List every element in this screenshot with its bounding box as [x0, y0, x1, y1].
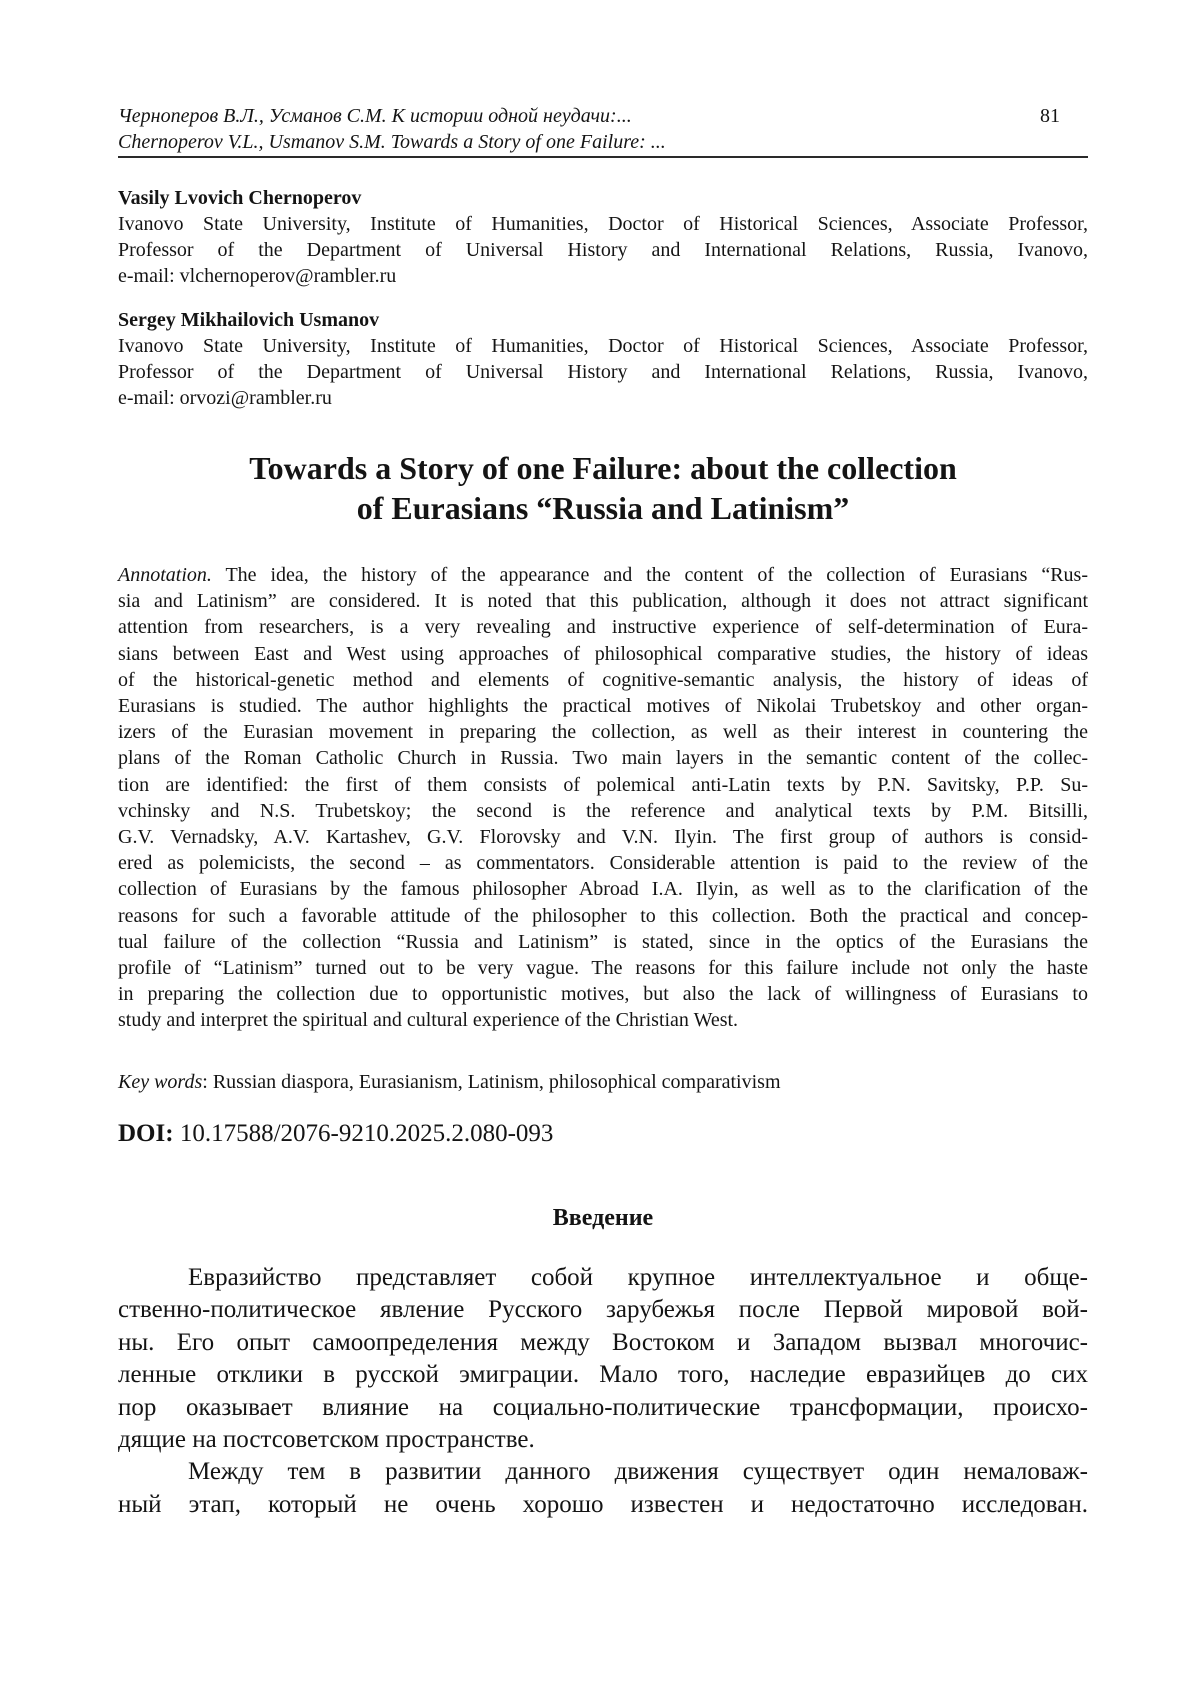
author-affiliation-line: Professor of the Department of Universal History and International Relations, Russia, Ivanovo,: [118, 239, 1088, 261]
keywords-label: Key words: [118, 1071, 203, 1093]
page-number: 81: [1040, 105, 1060, 127]
abstract-line: vchinsky and N.S. Trubetskoy; the second is the reference and analytical texts by P.M. Bitsilli,: [118, 799, 1088, 822]
header-rule: [118, 156, 1088, 158]
abstract-line: izers of the Eurasian movement in preparing the collection, as well as their interest in countering the: [118, 721, 1088, 744]
body-line: Евразийство представляет собой крупное интеллектуальное и обще-: [188, 1264, 1088, 1291]
abstract-line: reasons for such a favorable attitude of the philosopher to this collection. Both the practical and concep-: [118, 904, 1088, 927]
author-name: Vasily Lvovich Chernoperov: [118, 187, 362, 209]
body-line: дящие на постсоветском пространстве.: [118, 1426, 535, 1454]
body-line: ный этап, который не очень хорошо известен и недостаточно исследован.: [118, 1490, 1088, 1518]
title-line: of Eurasians “Russia and Latinism”: [356, 490, 850, 526]
keywords-text: : Russian diaspora, Eurasianism, Latinism, philosophical comparativism: [202, 1071, 781, 1093]
author-email: e-mail: orvozi@rambler.ru: [118, 387, 332, 409]
abstract-line: [118, 562, 1088, 588]
journal-page: [118, 0, 1088, 1708]
abstract-label: Annotation.: [118, 564, 212, 586]
article-title: [118, 448, 1088, 528]
body-text: [118, 1262, 1088, 1521]
running-head: [118, 103, 1088, 155]
running-head-en: Chernoperov V.L., Usmanov S.M. Towards a Story of one Failure: ...: [118, 131, 666, 153]
body-line: Между тем в развитии данного движения существует один немаловаж-: [188, 1458, 1088, 1486]
doi-label: DOI:: [118, 1120, 174, 1147]
abstract-line: study and interpret the spiritual and cultural experience of the Christian West.: [118, 1009, 739, 1032]
keywords: [118, 1069, 1088, 1095]
running-head-ru: Черноперов В.Л., Усманов С.М. К истории одной неудачи:...: [118, 105, 632, 127]
abstract-line: collection of Eurasians by the famous philosopher Abroad I.A. Ilyin, as well as to the clarification of the: [118, 878, 1088, 901]
abstract-line: G.V. Vernadsky, A.V. Kartashev, G.V. Florovsky and V.N. Ilyin. The first group of authors is consid-: [118, 826, 1088, 849]
title-line: Towards a Story of one Failure: about the collection: [249, 450, 957, 486]
author-affiliation-line: Ivanovo State University, Institute of Humanities, Doctor of Historical Sciences, Associate Professor,: [118, 213, 1088, 235]
author-block-2: [118, 307, 1088, 411]
abstract-line: tual failure of the collection “Russia and Latinism” is stated, since in the optics of the Eurasians the: [118, 930, 1088, 953]
section-heading: Введение: [552, 1205, 654, 1231]
abstract: [118, 562, 1088, 1034]
abstract-line: attention from researchers, is a very revealing and instructive experience of self-determination of Eura-: [118, 616, 1088, 639]
author-email: e-mail: vlchernoperov@rambler.ru: [118, 265, 397, 287]
abstract-line: of the historical-genetic method and elements of cognitive-semantic analysis, the history of ideas of: [118, 668, 1088, 691]
abstract-line: plans of the Roman Catholic Church in Russia. Two main layers in the semantic content of the collec-: [118, 747, 1088, 770]
body-line: ленные отклики в русской эмиграции. Мало того, наследие евразийцев до сих: [118, 1361, 1088, 1389]
doi: [118, 1119, 553, 1149]
body-line: ны. Его опыт самоопределения между Востоком и Западом вызвал многочис-: [118, 1328, 1088, 1356]
abstract-line: Eurasians is studied. The author highlights the practical motives of Nikolai Trubetskoy and other organ-: [118, 695, 1088, 718]
author-affiliation-line: Ivanovo State University, Institute of Humanities, Doctor of Historical Sciences, Associate Professor,: [118, 335, 1088, 357]
body-line: пор оказывает влияние на социально-политические трансформации, происхо-: [118, 1393, 1088, 1421]
author-affiliation-line: Professor of the Department of Universal History and International Relations, Russia, Ivanovo,: [118, 361, 1088, 383]
author-block-1: [118, 185, 1088, 289]
abstract-text: The idea, the history of the appearance and the content of the collection of Eurasians “Rus-: [211, 564, 1088, 586]
doi-value: 10.17588/2076-9210.2025.2.080-093: [173, 1120, 554, 1147]
abstract-line: ered as polemicists, the second – as commentators. Considerable attention is paid to the review of the: [118, 852, 1088, 875]
abstract-line: tion are identified: the first of them consists of polemical anti-Latin texts by P.N. Savitsky, P.P. Su-: [118, 773, 1088, 796]
body-line: ственно-политическое явление Русского зарубежья после Первой мировой вой-: [118, 1296, 1088, 1324]
author-name: Sergey Mikhailovich Usmanov: [118, 309, 380, 331]
abstract-line: in preparing the collection due to opportunistic motives, but also the lack of willingness of Eurasians to: [118, 983, 1088, 1006]
abstract-line: sia and Latinism” are considered. It is noted that this publication, although it does not attract significant: [118, 590, 1088, 613]
abstract-line: sians between East and West using approaches of philosophical comparative studies, the history of ideas: [118, 642, 1088, 665]
abstract-line: profile of “Latinism” turned out to be very vague. The reasons for this failure include not only the haste: [118, 957, 1088, 980]
